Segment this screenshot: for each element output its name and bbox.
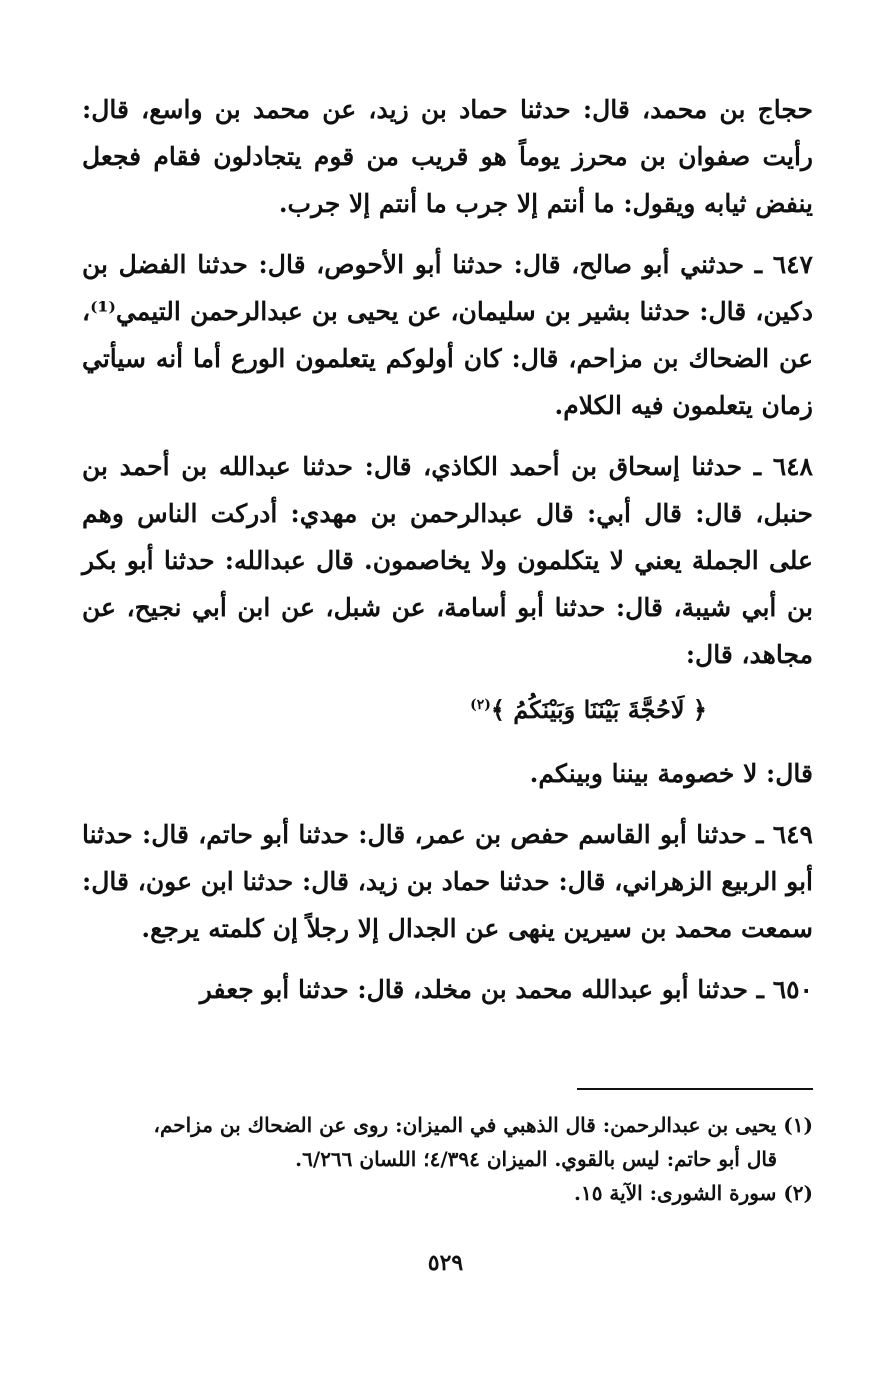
text-line: ابن أبي نجيح، عن مجاهد، قال: — [82, 593, 813, 669]
text-line: ابن عون، قال: سمعت محمد بن سيرين ينهى عن الجدال إلا رجلاً إن — [82, 867, 813, 943]
text-line: حجاج بن محمد، قال: حدثنا حماد بن زيد، عن محمد بن واسع، قال: — [82, 95, 813, 124]
footnotes — [70, 1108, 813, 1210]
footnote-1-continuation: قال أبو حاتم: ليس بالقوي. الميزان ٤/٣٩٤؛ اللسان ٦/٢٦٦. — [295, 1147, 777, 1171]
page-number: ٥٢٩ — [427, 1250, 464, 1276]
footnote-separator — [577, 1088, 813, 1090]
quran-text: ﴿ لَاحُجَّةَ بَيْنَنَا وَبَيْنَكُمُ ﴾ — [490, 695, 707, 724]
quran-verse — [82, 680, 813, 740]
text-line: وهم على الجملة يعني لا يتكلمون ولا يخاصمون. قال عبدالله: حدثنا — [82, 499, 813, 575]
footnote-1: (١) يحيى بن عبدالرحمن: قال الذهبي في الميزان: روى عن الضحاك بن مزاحم، — [153, 1113, 813, 1137]
paragraph-continuation — [82, 86, 813, 227]
footnote-ref-2: (٢) — [470, 697, 491, 713]
paragraph-after-verse — [82, 750, 813, 797]
text-line: ثيابه ويقول: ما أنتم إلا جرب ما أنتم إلا جرب. — [278, 189, 747, 218]
text-line: ٦٤٨ ـ حدثنا إسحاق بن أحمد الكاذي، قال: حدثنا عبدالله بن — [181, 452, 813, 481]
text-line: التيمي⁽¹⁾، عن الضحاك بن مزاحم، قال: كان أولوكم يتعلمون الورع أما — [82, 297, 813, 373]
paragraph-648 — [82, 443, 813, 678]
text-line: أبو بكر بن أبي شيبة، قال: حدثنا أبو أسامة، عن شبل، عن — [82, 546, 813, 622]
text-line: أحمد بن حنبل، قال: قال أبي: قال عبدالرحمن بن مهدي: أدركت الناس — [82, 452, 813, 528]
footnote-2: (٢) سورة الشورى: الآية ١٥. — [574, 1181, 813, 1205]
text-line: كلمته يرجع. — [141, 914, 264, 943]
text-line: ٦٤٩ ـ حدثنا أبو القاسم حفص بن عمر، قال: حدثنا أبو حاتم، — [198, 820, 813, 849]
text-line: ٦٥٠ ـ حدثنا أبو عبدالله محمد بن مخلد، قال: حدثنا أبو جعفر — [199, 975, 813, 1004]
text-line: ٦٤٧ ـ حدثني أبو صالح، قال: حدثنا أبو الأحوص، قال: حدثنا — [197, 250, 813, 279]
text-line: قال: لا خصومة بيننا وبينكم. — [529, 759, 813, 788]
text-line: رأيت صفوان بن محرز يوماً هو قريب من قوم يتجادلون فقام فجعل ينفض — [82, 142, 813, 218]
paragraph-647 — [82, 241, 813, 429]
text-line: الفضل بن دكين، قال: حدثنا بشير بن سليمان، عن يحيى بن عبدالرحمن — [82, 250, 813, 326]
paragraph-649 — [82, 811, 813, 952]
text-line: قال: حدثنا أبو الربيع الزهراني، قال: حدثنا حماد بن زيد، قال: حدثنا — [82, 820, 813, 896]
text-line: أنه سيأتي زمان يتعلمون فيه الكلام. — [82, 344, 813, 420]
paragraph-650 — [82, 966, 813, 1013]
main-text — [82, 86, 813, 1013]
